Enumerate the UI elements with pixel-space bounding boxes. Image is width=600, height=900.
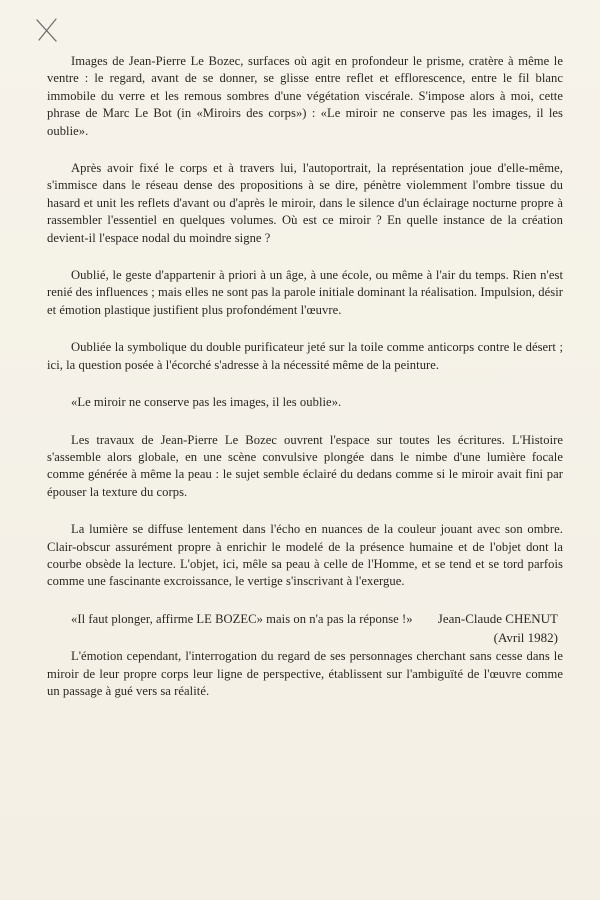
signature-date: (Avril 1982) — [493, 630, 558, 645]
quote-paragraph: «Le miroir ne conserve pas les images, il les oublie». — [71, 395, 342, 410]
paragraph-4: Oubliée la symbolique du double purificateur jeté sur la toile comme anticorps contre le désert ; ici, la question posée à l'écorché s'adresse à la nécessité même de la peinture. — [47, 340, 563, 372]
signature-block — [438, 610, 558, 647]
paragraph-3: Oublié, le geste d'appartenir à priori à un âge, à une école, ou même à l'air du temps. Rien n'est renié des influences ; mais elles ne sont pas la parole initiale dominant la réalisation. Impulsion, désir et émotion plastique justifient plus profondément l'œuvre. — [47, 268, 563, 317]
author-name: Jean-Claude CHENUT — [437, 611, 558, 626]
cross-mark-icon — [33, 16, 61, 44]
paragraph-1: Images de Jean-Pierre Le Bozec, surfaces où agit en profondeur le prisme, cratère à même le ventre : le regard, avant de se donner, se glisse entre reflet et efflorescence, entre le fil blanc immobile du verre et les remous sombres d'une végétation viscérale. S'impose alors à moi, cette phrase de Marc Le Bot (in «Miroirs des corps») : «Le miroir ne conserve pas les images, il les oublie». — [47, 54, 563, 138]
paragraph-2: Après avoir fixé le corps et à travers lui, l'autoportrait, la représentation joue d'elle-même, s'immisce dans le réseau dense des propositions à se dire, pénètre violemment l'ombre tissue du hasard et unit les reflets d'avant ou d'après le miroir, dans le silence d'un éclairage nocturne propre à rassembler l'essentiel en quelques volumes. Où est ce miroir ? En quelle instance de la création devient-il l'espace nodal du moindre signe ? — [47, 161, 563, 245]
paragraph-7: L'émotion cependant, l'interrogation du regard de ses personnages cherchant sans cesse dans le miroir de leur propre corps leur ligne de perspective, établissent sur l'ambiguïté de l'œuvre comme un passage à gué vers sa réalité. — [47, 649, 563, 698]
paragraph-6: La lumière se diffuse lentement dans l'écho en nuances de la couleur jouant avec son ombre. Clair-obscur assurément propre à enrichir le modelé de la présence humaine et de l'objet dont la courbe obsède la lecture. L'objet, ici, mêle sa peau à celle de l'Homme, et se tend et se tord parfois comme une fascinante excroissance, le vertige s'inscrivant à l'exergue. — [47, 522, 563, 589]
quote-paragraph-2: «Il faut plonger, affirme LE BOZEC» mais on n'a pas la réponse !» — [71, 611, 413, 626]
paragraph-5: Les travaux de Jean-Pierre Le Bozec ouvrent l'espace sur toutes les écritures. L'Histoire s'assemble alors globale, en une scène convulsive plongée dans le nimbe d'une lumière focale comme générée à même la peau : le sujet semble éclairé du dedans comme si le miroir avait fini par épouser la texture du corps. — [47, 432, 563, 499]
